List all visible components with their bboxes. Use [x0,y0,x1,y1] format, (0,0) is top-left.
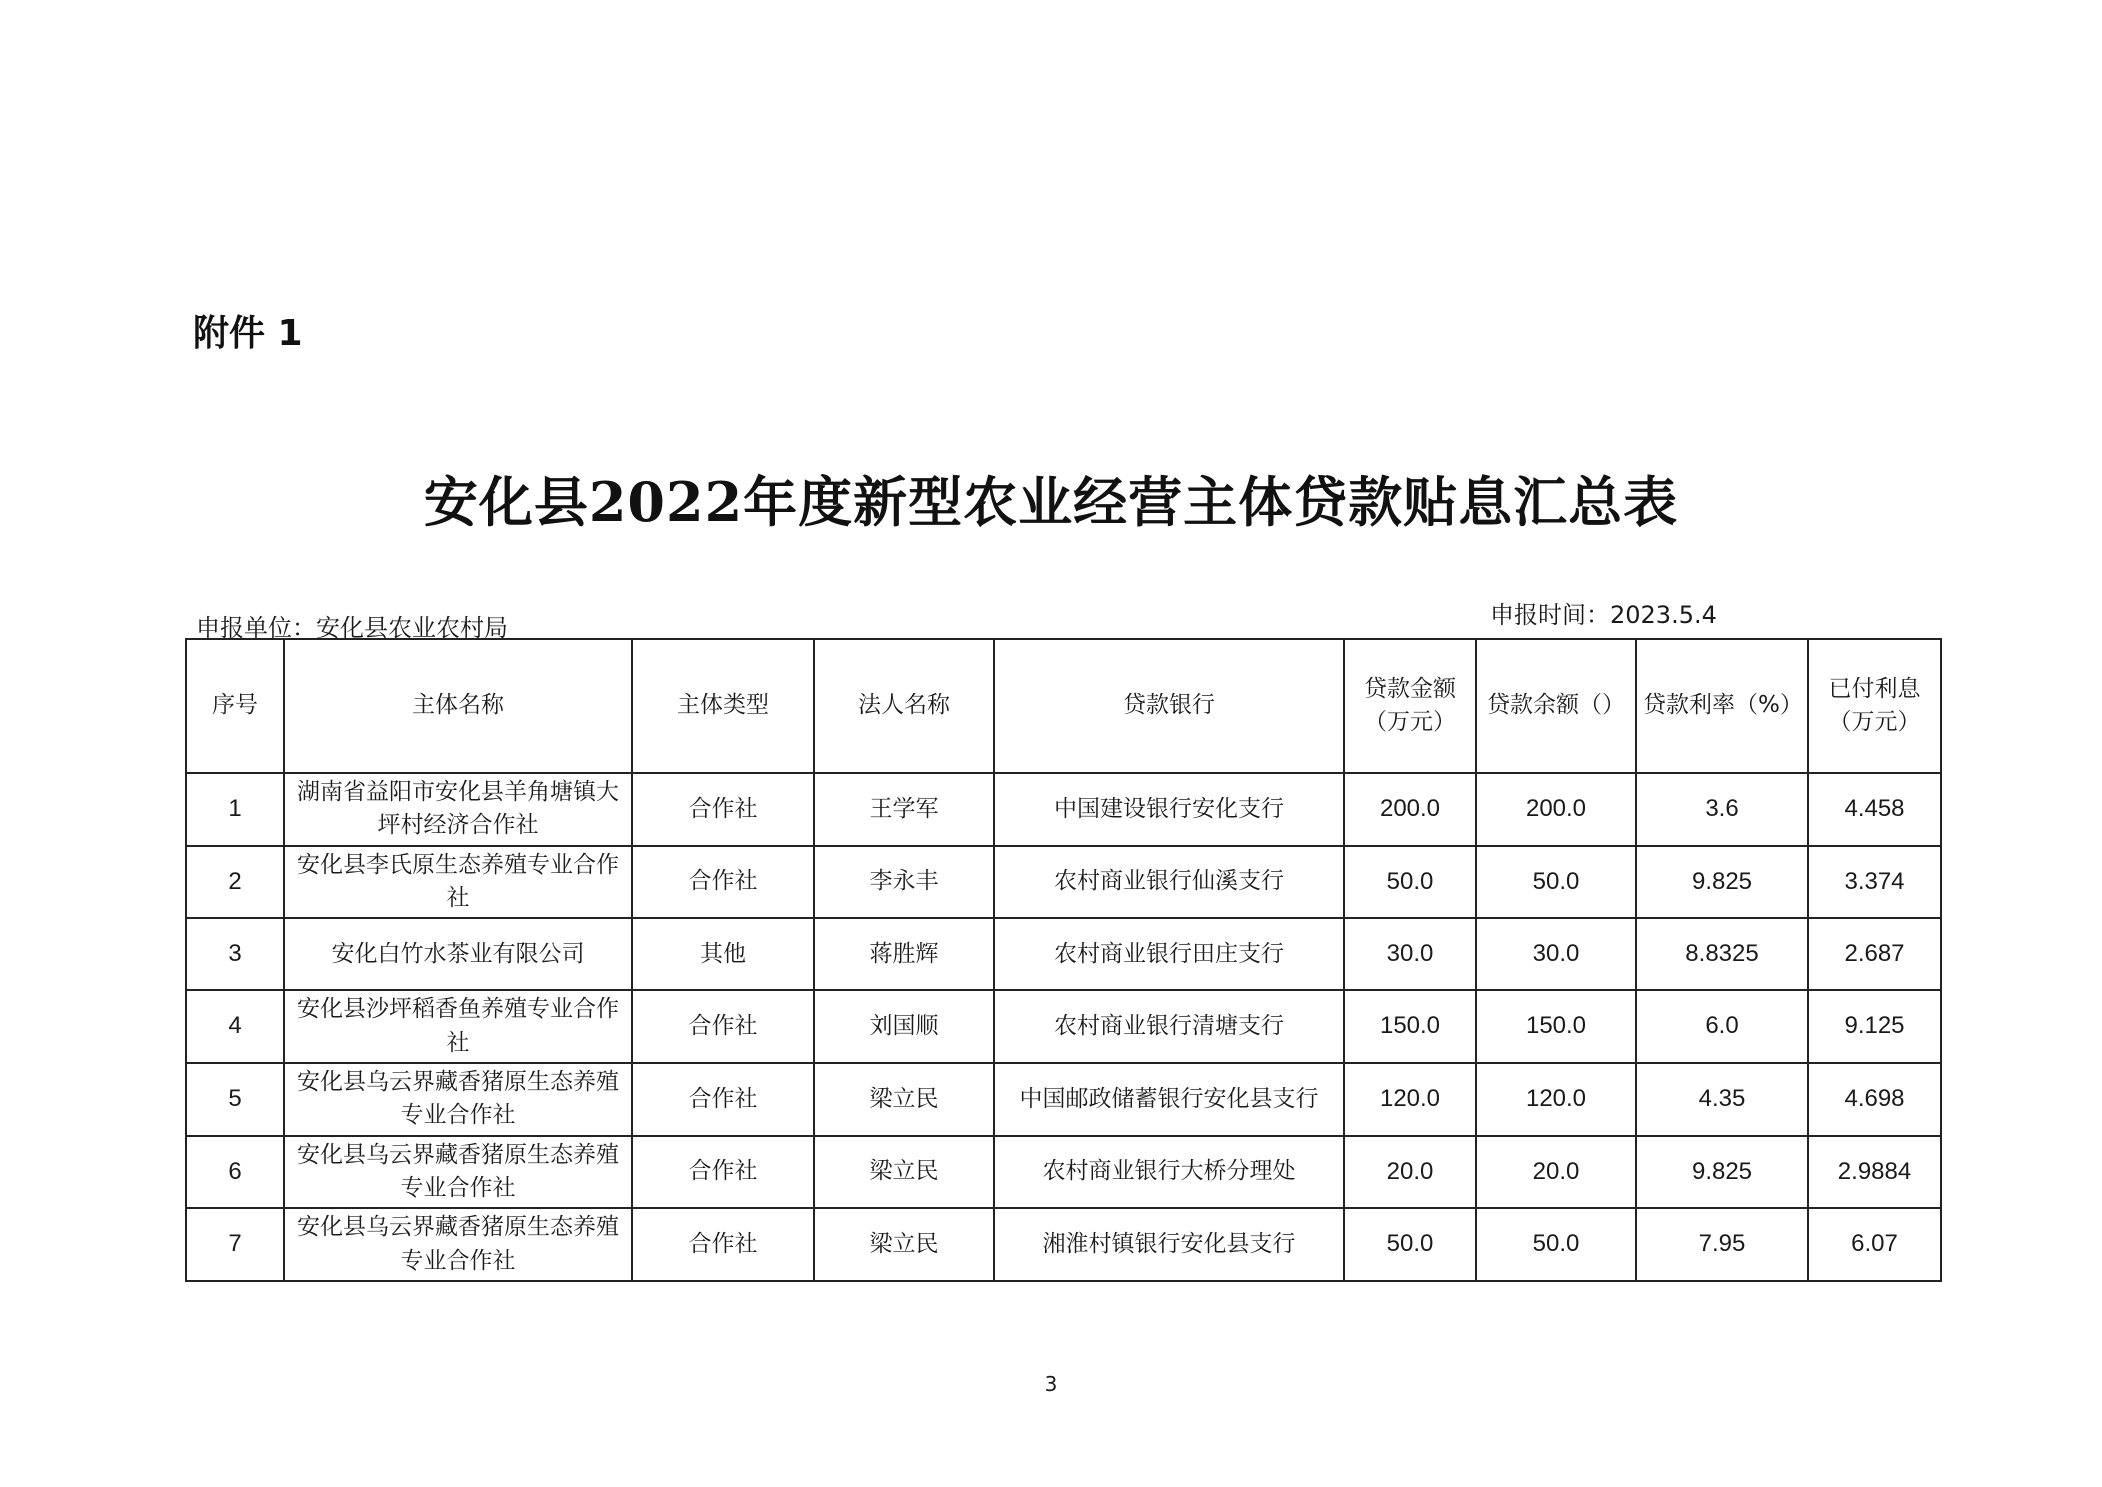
cell-legal-person: 李永丰 [814,846,994,919]
page-number: 3 [1044,1372,1058,1396]
cell-entity-type: 合作社 [632,1136,814,1209]
cell-entity-name: 安化白竹水茶业有限公司 [284,918,632,990]
cell-loan-amount: 30.0 [1344,918,1476,990]
cell-loan-bank: 农村商业银行清塘支行 [994,990,1344,1063]
cell-paid-interest: 6.07 [1808,1208,1941,1281]
cell-legal-person: 梁立民 [814,1063,994,1136]
header-loan-balance: 贷款余额（） [1476,639,1636,773]
cell-loan-amount: 50.0 [1344,1208,1476,1281]
cell-entity-type: 合作社 [632,773,814,846]
subsidy-summary-table [185,638,1942,1282]
cell-index: 3 [186,918,284,990]
cell-interest-rate: 7.95 [1636,1208,1808,1281]
header-loan-amount: 贷款金额（万元） [1344,639,1476,773]
cell-loan-balance: 150.0 [1476,990,1636,1063]
cell-index: 2 [186,846,284,919]
cell-legal-person: 梁立民 [814,1136,994,1209]
table-row [186,918,1941,990]
cell-loan-balance: 30.0 [1476,918,1636,990]
cell-paid-interest: 4.458 [1808,773,1941,846]
cell-interest-rate: 8.8325 [1636,918,1808,990]
report-time: 申报时间：2023.5.4 [1490,601,1717,629]
cell-legal-person: 蒋胜辉 [814,918,994,990]
report-unit: 申报单位：安化县农业农村局 [196,614,508,642]
cell-loan-balance: 120.0 [1476,1063,1636,1136]
cell-loan-balance: 50.0 [1476,846,1636,919]
cell-index: 1 [186,773,284,846]
cell-paid-interest: 2.687 [1808,918,1941,990]
cell-entity-type: 合作社 [632,1063,814,1136]
cell-loan-amount: 150.0 [1344,990,1476,1063]
table-row [186,1063,1941,1136]
header-loan-bank: 贷款银行 [994,639,1344,773]
cell-loan-balance: 200.0 [1476,773,1636,846]
cell-loan-bank: 农村商业银行仙溪支行 [994,846,1344,919]
table-row [186,1136,1941,1209]
table-row [186,773,1941,846]
cell-loan-balance: 20.0 [1476,1136,1636,1209]
cell-loan-amount: 50.0 [1344,846,1476,919]
cell-legal-person: 刘国顺 [814,990,994,1063]
cell-paid-interest: 3.374 [1808,846,1941,919]
cell-loan-bank: 湘淮村镇银行安化县支行 [994,1208,1344,1281]
cell-entity-name: 安化县沙坪稻香鱼养殖专业合作社 [284,990,632,1063]
cell-loan-amount: 200.0 [1344,773,1476,846]
cell-entity-type: 合作社 [632,846,814,919]
cell-entity-type: 合作社 [632,1208,814,1281]
cell-entity-name: 安化县李氏原生态养殖专业合作社 [284,846,632,919]
cell-paid-interest: 9.125 [1808,990,1941,1063]
cell-index: 5 [186,1063,284,1136]
cell-index: 4 [186,990,284,1063]
cell-loan-amount: 20.0 [1344,1136,1476,1209]
cell-legal-person: 王学军 [814,773,994,846]
table-row [186,1208,1941,1281]
table-header-row [186,639,1941,773]
header-legal-person: 法人名称 [814,639,994,773]
cell-loan-bank: 农村商业银行田庄支行 [994,918,1344,990]
cell-loan-amount: 120.0 [1344,1063,1476,1136]
cell-loan-balance: 50.0 [1476,1208,1636,1281]
header-paid-interest: 已付利息（万元） [1808,639,1941,773]
header-entity-type: 主体类型 [632,639,814,773]
cell-entity-type: 合作社 [632,990,814,1063]
cell-entity-name: 安化县乌云界藏香猪原生态养殖专业合作社 [284,1063,632,1136]
cell-index: 7 [186,1208,284,1281]
cell-index: 6 [186,1136,284,1209]
cell-paid-interest: 4.698 [1808,1063,1941,1136]
document-title: 安化县2022年度新型农业经营主体贷款贴息汇总表 [423,470,1679,534]
cell-entity-name: 安化县乌云界藏香猪原生态养殖专业合作社 [284,1136,632,1209]
cell-entity-type: 其他 [632,918,814,990]
header-index: 序号 [186,639,284,773]
attachment-label: 附件 1 [193,313,303,354]
cell-loan-bank: 中国建设银行安化支行 [994,773,1344,846]
cell-interest-rate: 9.825 [1636,846,1808,919]
table-row [186,990,1941,1063]
header-interest-rate: 贷款利率（%） [1636,639,1808,773]
cell-entity-name: 安化县乌云界藏香猪原生态养殖专业合作社 [284,1208,632,1281]
cell-paid-interest: 2.9884 [1808,1136,1941,1209]
cell-interest-rate: 6.0 [1636,990,1808,1063]
cell-entity-name: 湖南省益阳市安化县羊角塘镇大坪村经济合作社 [284,773,632,846]
cell-loan-bank: 农村商业银行大桥分理处 [994,1136,1344,1209]
cell-interest-rate: 4.35 [1636,1063,1808,1136]
cell-legal-person: 梁立民 [814,1208,994,1281]
cell-interest-rate: 9.825 [1636,1136,1808,1209]
table-row [186,846,1941,919]
cell-interest-rate: 3.6 [1636,773,1808,846]
cell-loan-bank: 中国邮政储蓄银行安化县支行 [994,1063,1344,1136]
header-entity-name: 主体名称 [284,639,632,773]
